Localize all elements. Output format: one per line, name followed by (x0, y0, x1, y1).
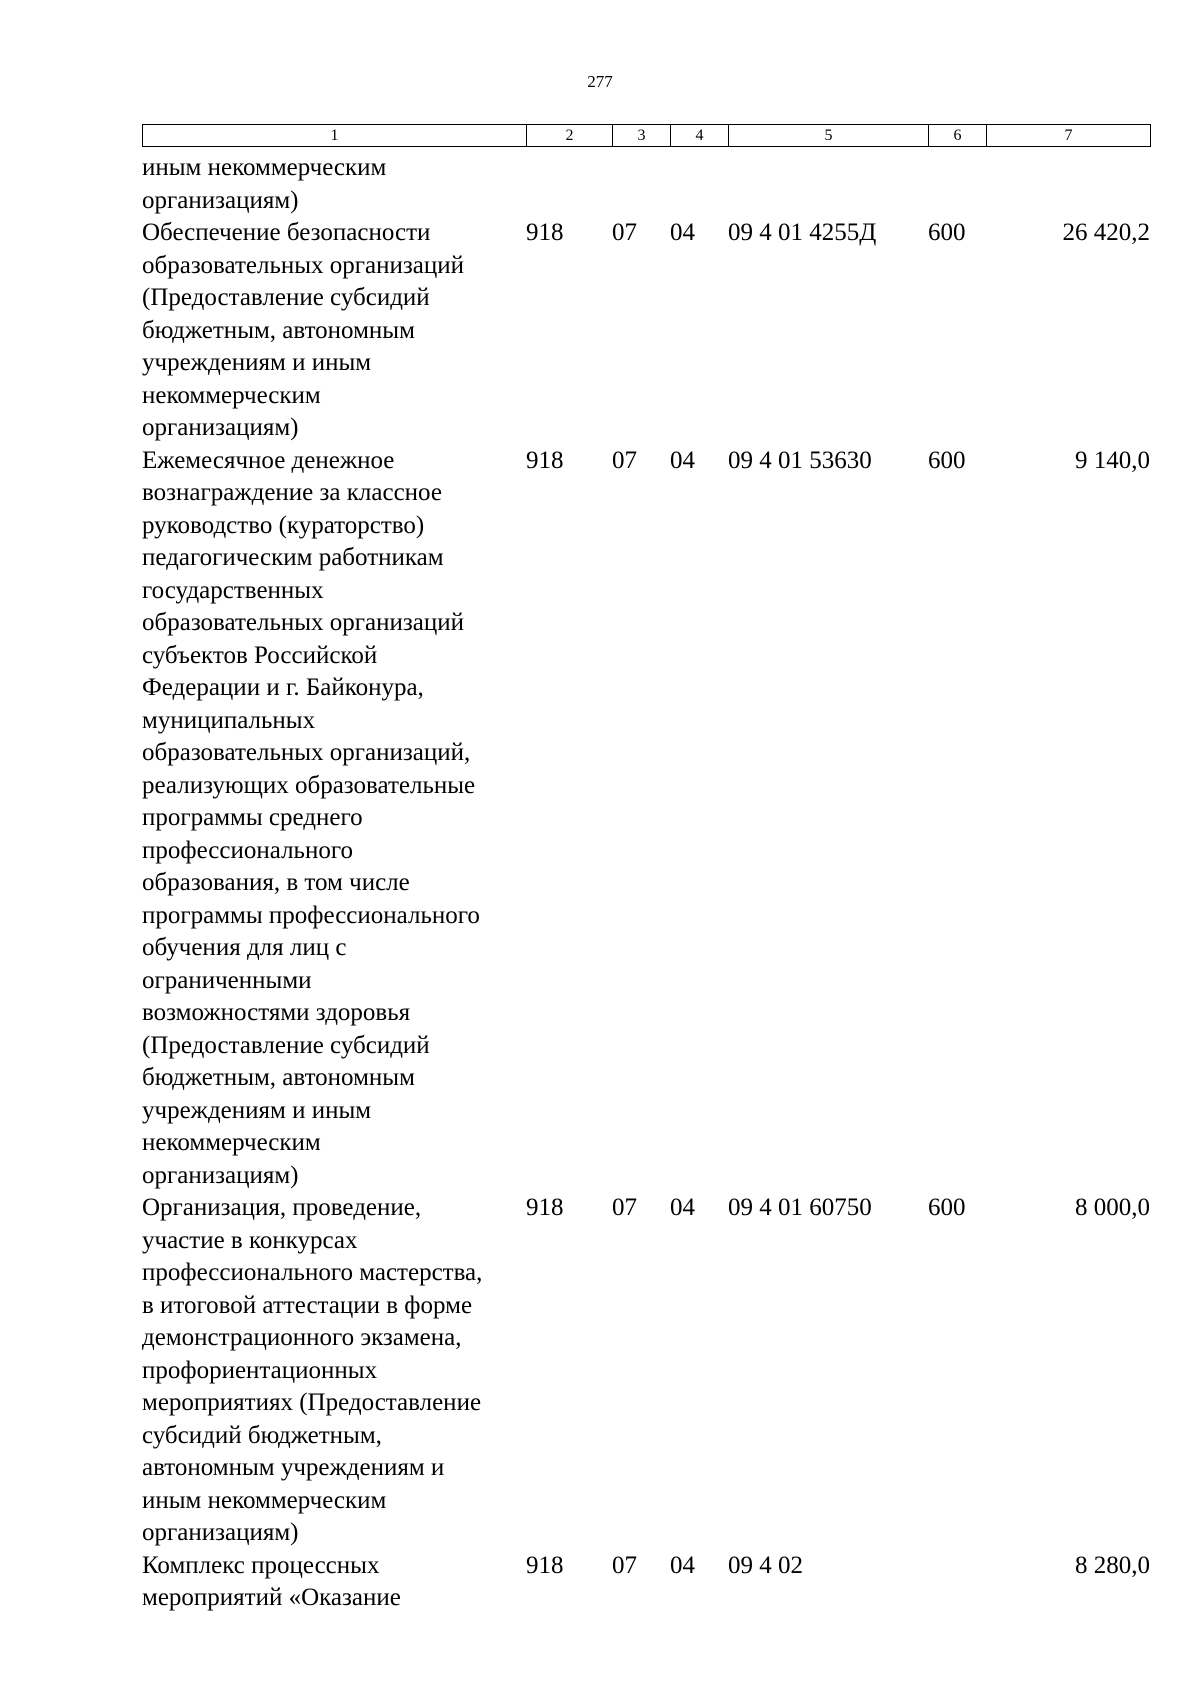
row-description (142, 1192, 526, 1550)
description-line: муниципальных (142, 706, 316, 734)
section-code: 07 (612, 219, 637, 246)
expense-type-code: 600 (928, 219, 966, 246)
ministry-code: 918 (526, 1551, 564, 1579)
description-line: автономным учреждениям и (142, 1454, 445, 1481)
description-line: профориентационных (142, 1356, 378, 1384)
description-line: возможностями здоровья (142, 999, 411, 1026)
row-description (142, 1550, 526, 1615)
amount: 26 420,2 (1062, 219, 1150, 246)
header-cell-1: 1 (143, 125, 527, 147)
expense-type-code: 600 (928, 446, 966, 474)
row-description (142, 217, 526, 445)
page-number: 277 (587, 72, 613, 91)
ministry-code: 918 (526, 1194, 564, 1221)
section-code: 07 (612, 1194, 637, 1221)
table-row (142, 152, 1150, 217)
description-line: субъектов Российской (142, 641, 378, 669)
amount (986, 152, 1150, 217)
subsection-code: 04 (670, 1551, 695, 1579)
expense-type-code (928, 152, 986, 217)
column-number-header (142, 124, 1151, 147)
subsection-code (670, 152, 728, 217)
description-line: мероприятий «Оказание (142, 1584, 401, 1611)
description-line: Обеспечение безопасности (142, 219, 431, 246)
amount: 8 280,0 (1075, 1551, 1150, 1579)
header-cell-5: 5 (729, 125, 929, 147)
description-line: (Предоставление субсидий (142, 284, 430, 311)
expense-type-code: 600 (928, 1194, 966, 1221)
description-line: педагогическим работникам (142, 544, 444, 571)
target-article-code: 09 4 02 (728, 1551, 803, 1579)
ministry-code: 918 (526, 219, 564, 246)
description-line: организациям) (142, 414, 299, 441)
description-line: в итоговой аттестации в форме (142, 1291, 473, 1319)
row-description (142, 445, 526, 1193)
section-code: 07 (612, 1551, 637, 1579)
expense-type-code (928, 1550, 986, 1615)
table-row (142, 1192, 1150, 1550)
description-line: вознаграждение за классное (142, 479, 442, 506)
ministry-code: 918 (526, 446, 564, 474)
header-cell-2: 2 (527, 125, 613, 147)
row-description (142, 152, 526, 217)
section-code (612, 152, 670, 217)
description-line: некоммерческим (142, 381, 321, 409)
description-line: образовательных организаций (142, 609, 465, 636)
description-line: Комплекс процессных (142, 1551, 380, 1579)
amount: 8 000,0 (1075, 1194, 1150, 1221)
description-line: организациям) (142, 1519, 299, 1546)
description-line: учреждениям и иным (142, 1096, 372, 1124)
description-line: мероприятиях (Предоставление (142, 1389, 482, 1416)
description-line: государственных (142, 576, 324, 604)
description-line: иным некоммерческим (142, 154, 387, 181)
description-line: субсидий бюджетным, (142, 1421, 382, 1449)
ministry-code (526, 152, 612, 217)
description-line: (Предоставление субсидий (142, 1031, 430, 1059)
table-row (142, 217, 1150, 445)
target-article-code: 09 4 01 53630 (728, 446, 872, 474)
description-line: программы среднего (142, 804, 363, 831)
description-line: организациям) (142, 186, 299, 214)
table-row (142, 445, 1150, 1193)
description-line: программы профессионального (142, 901, 480, 929)
description-line: реализующих образовательные (142, 771, 476, 799)
description-line: образовательных организаций, (142, 739, 471, 766)
description-line: руководство (кураторство) (142, 511, 425, 539)
description-line: бюджетным, автономным (142, 316, 415, 344)
description-line: образовательных организаций (142, 251, 465, 279)
target-article-code: 09 4 01 60750 (728, 1194, 872, 1221)
subsection-code: 04 (670, 219, 695, 246)
table-row (142, 1550, 1150, 1615)
header-cell-4: 4 (671, 125, 729, 147)
description-line: иным некоммерческим (142, 1486, 387, 1514)
description-line: демонстрационного экзамена, (142, 1324, 462, 1351)
description-line: участие в конкурсах (142, 1226, 358, 1254)
description-line: профессионального (142, 836, 353, 864)
description-line: образования, в том числе (142, 869, 410, 896)
description-line: Федерации и г. Байконура, (142, 674, 424, 701)
header-cell-3: 3 (613, 125, 671, 147)
amount: 9 140,0 (1075, 446, 1150, 474)
description-line: бюджетным, автономным (142, 1064, 415, 1091)
description-line: Ежемесячное денежное (142, 446, 395, 474)
header-cell-7: 7 (987, 125, 1151, 147)
description-line: организациям) (142, 1161, 299, 1189)
target-article-code (728, 152, 928, 217)
target-article-code: 09 4 01 4255Д (728, 219, 877, 246)
description-line: ограниченными (142, 966, 312, 994)
description-line: профессионального мастерства, (142, 1259, 483, 1286)
description-line: некоммерческим (142, 1129, 321, 1156)
description-line: Организация, проведение, (142, 1194, 422, 1221)
subsection-code: 04 (670, 1194, 695, 1221)
subsection-code: 04 (670, 446, 695, 474)
budget-table-body (142, 152, 1150, 1615)
section-code: 07 (612, 446, 637, 474)
description-line: обучения для лиц с (142, 934, 347, 961)
header-cell-6: 6 (929, 125, 987, 147)
description-line: учреждениям и иным (142, 349, 372, 376)
